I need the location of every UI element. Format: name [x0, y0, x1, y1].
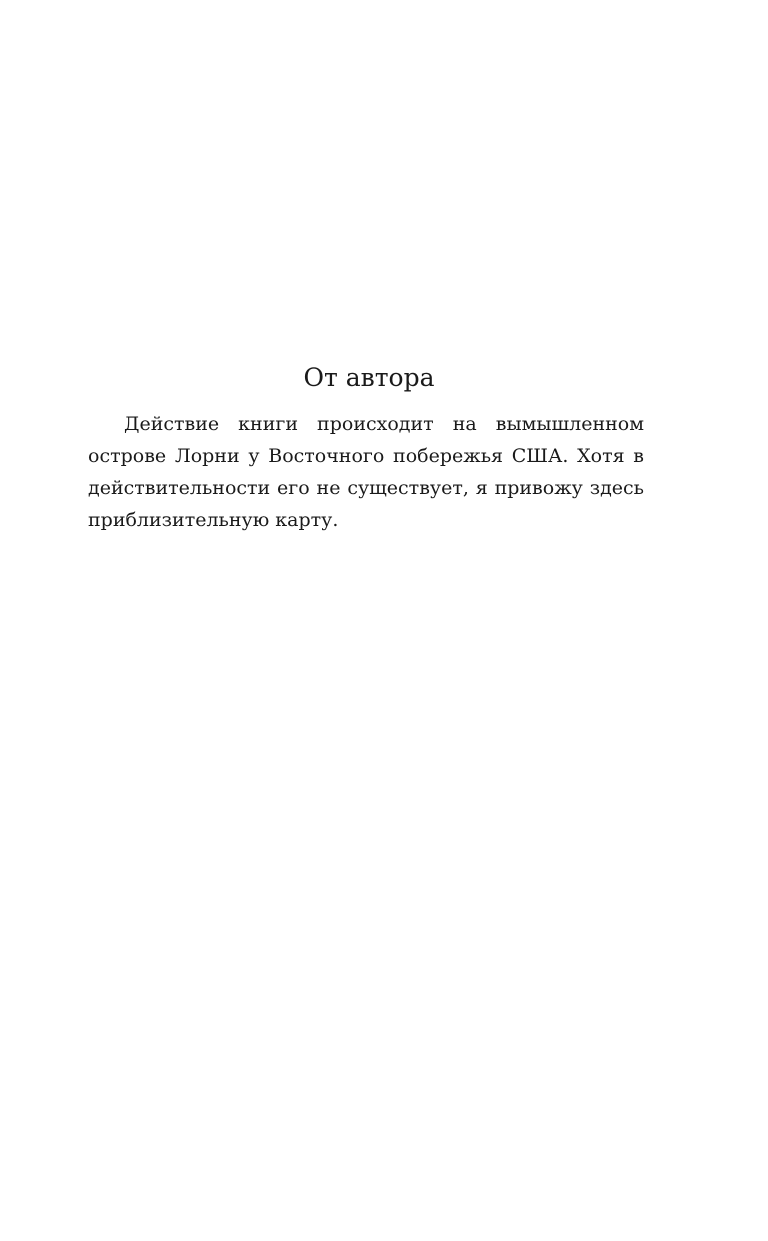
section-title: От автора [303, 363, 435, 392]
body-paragraph: Действие книги происходит на вымышленном острове Лорни у Восточного побережья США. Хотя в действительности его не существует, я привожу здесь приблизительную карту. [88, 413, 644, 531]
